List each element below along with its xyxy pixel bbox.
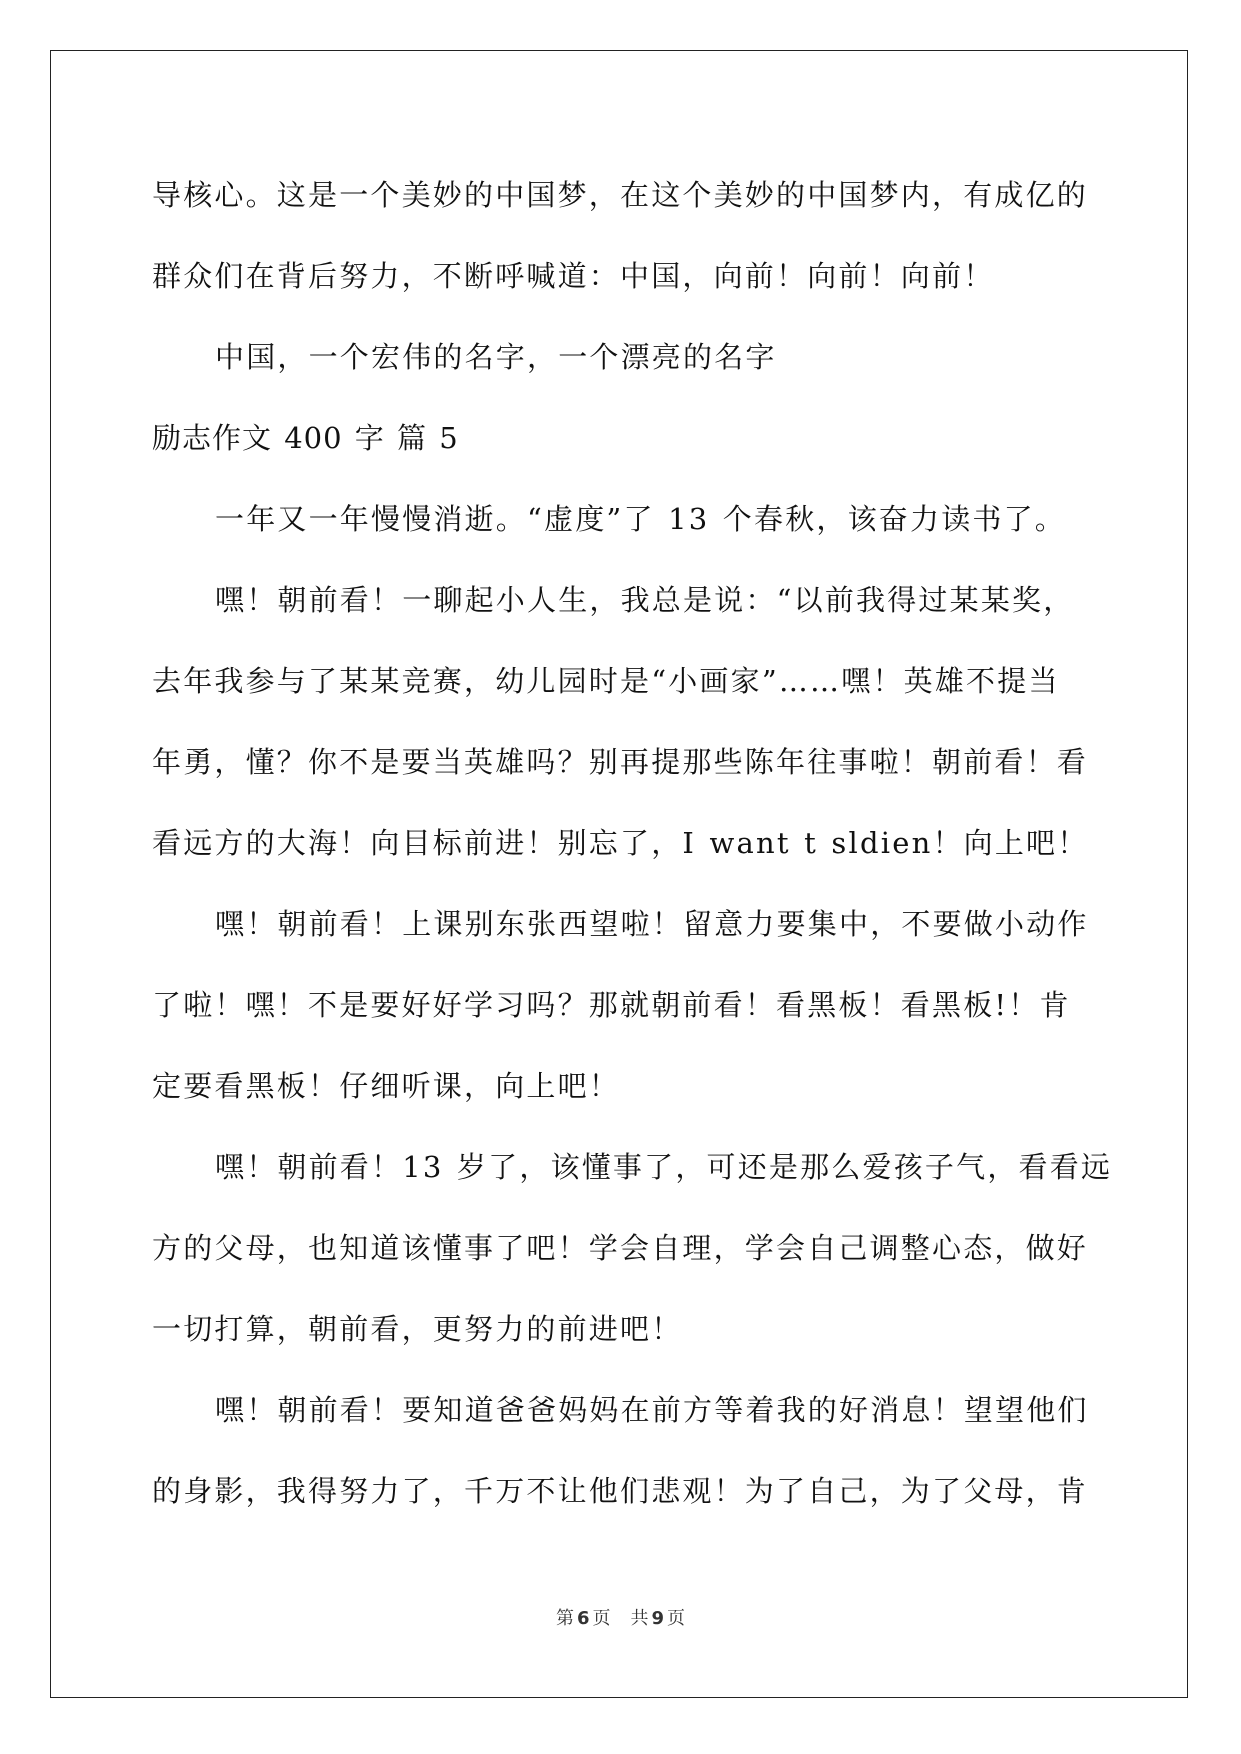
text-line: 看远方的大海！向目标前进！别忘了，I want t sldien！向上吧！ — [152, 826, 1089, 860]
text-line: 嘿！朝前看！13 岁了，该懂事了，可还是那么爱孩子气，看看远 — [215, 1150, 1113, 1184]
total-pages-number: 9 — [651, 1608, 665, 1629]
text-line: 去年我参与了某某竞赛，幼儿园时是“小画家”……嘿！英雄不提当 — [152, 664, 1060, 698]
text-line: 年勇，懂？你不是要当英雄吗？别再提那些陈年往事啦！朝前看！看 — [152, 745, 1089, 779]
page-prefix: 第 — [555, 1608, 574, 1629]
text-line: 中国，一个宏伟的名字，一个漂亮的名字 — [215, 340, 777, 374]
total-suffix: 页 — [667, 1608, 686, 1629]
text-line: 导核心。这是一个美妙的中国梦，在这个美妙的中国梦内，有成亿的 — [152, 178, 1089, 212]
text-line: 一切打算，朝前看，更努力的前进吧！ — [152, 1312, 683, 1346]
page-footer — [0, 1604, 1241, 1630]
text-line: 一年又一年慢慢消逝。“虚度”了 13 个春秋，该奋力读书了。 — [215, 502, 1066, 536]
text-line: 定要看黑板！仔细听课，向上吧！ — [152, 1069, 621, 1103]
text-line: 嘿！朝前看！要知道爸爸妈妈在前方等着我的好消息！望望他们 — [215, 1393, 1089, 1427]
page-suffix: 页 — [592, 1608, 611, 1629]
current-page-number: 6 — [576, 1608, 590, 1629]
document-body — [152, 155, 1113, 1532]
text-line: 了啦！嘿！不是要好好学习吗？那就朝前看！看黑板！看黑板!！肯 — [152, 988, 1071, 1022]
text-line: 群众们在背后努力，不断呼喊道：中国，向前！向前！向前！ — [152, 259, 995, 293]
section-heading: 励志作文 400 字 篇 5 — [152, 421, 459, 455]
text-line: 嘿！朝前看！上课别东张西望啦！留意力要集中，不要做小动作 — [215, 907, 1089, 941]
total-prefix: 共 — [630, 1608, 649, 1629]
text-line: 的身影，我得努力了，千万不让他们悲观！为了自己，为了父母，肯 — [152, 1474, 1089, 1508]
text-line: 方的父母，也知道该懂事了吧！学会自理，学会自己调整心态，做好 — [152, 1231, 1089, 1265]
text-line: 嘿！朝前看！一聊起小人生，我总是说：“以前我得过某某奖， — [215, 583, 1075, 617]
